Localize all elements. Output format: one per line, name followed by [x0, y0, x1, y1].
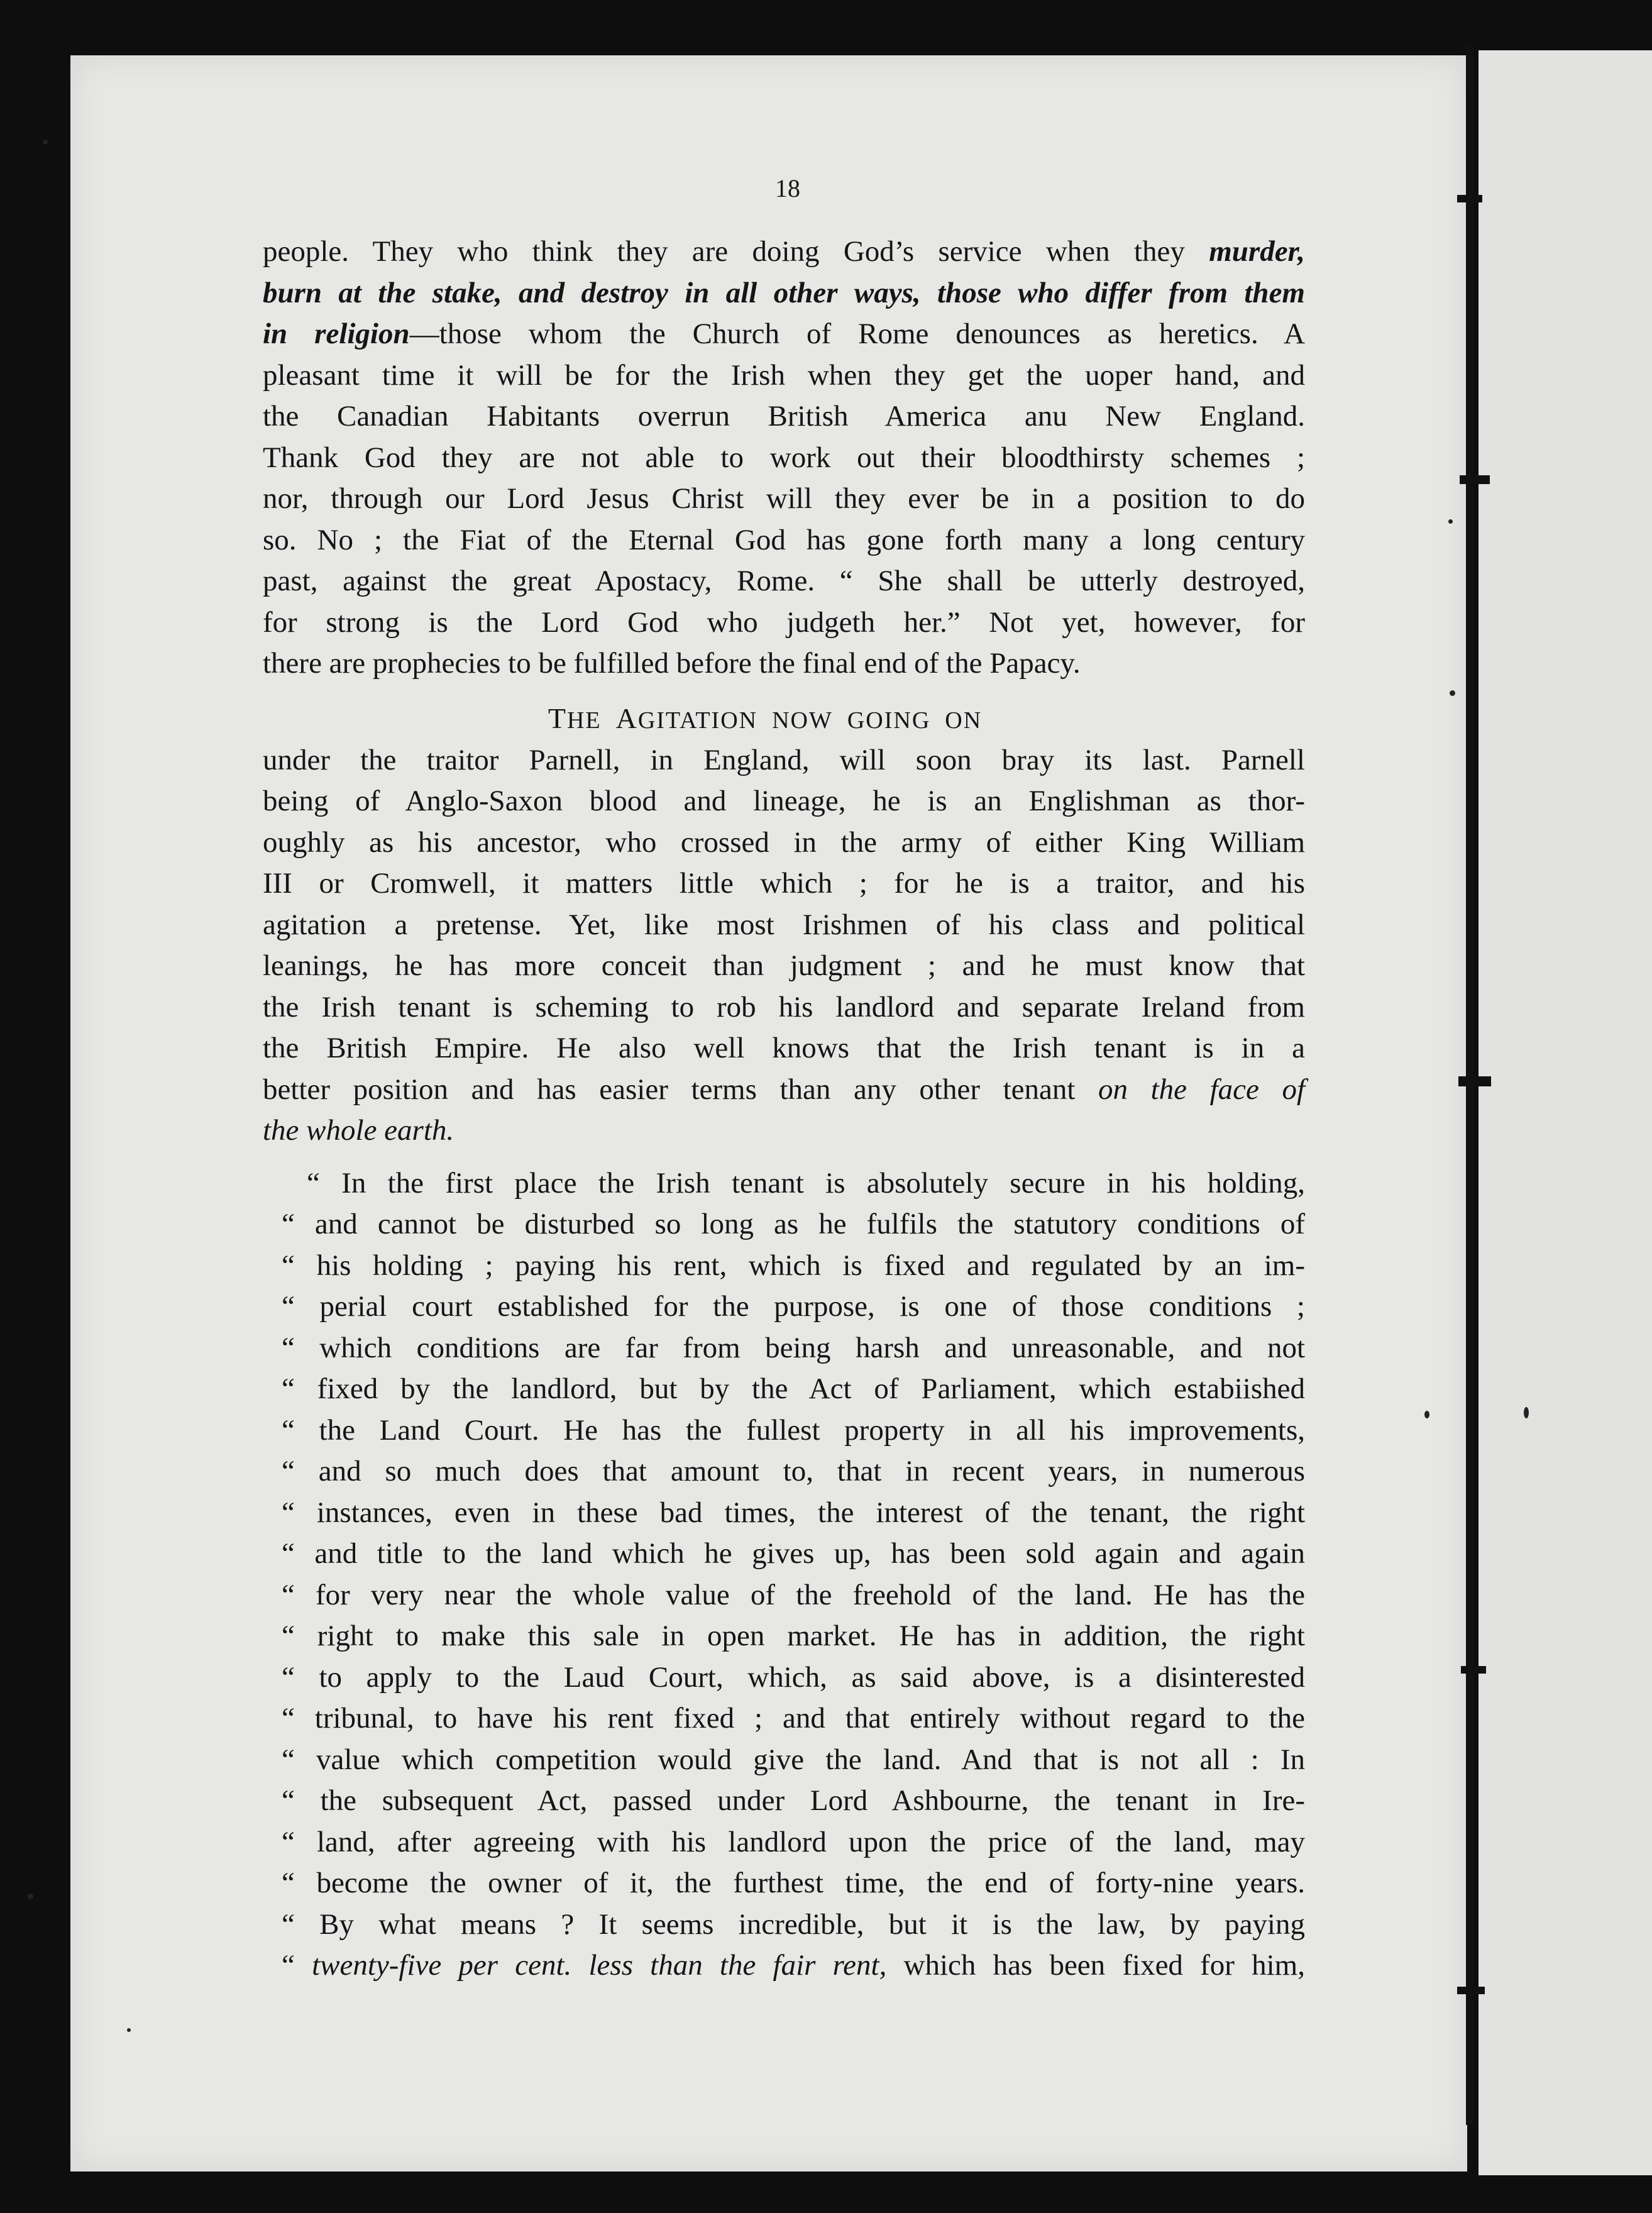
text-run: “ his holding ; paying his rent, which is fixed and regulated by an im- [282, 1249, 1305, 1282]
text-run: “ right to make this sale in open market. He has in addition, the right [282, 1620, 1305, 1652]
text-line [263, 1069, 1305, 1111]
text-run: III or Cromwell, it matters little which ; for he is a traitor, and his [263, 867, 1305, 900]
text-run: “ and title to the land which he gives up, has been sold again and again [282, 1537, 1305, 1570]
text-line [263, 438, 1305, 479]
binding-stitch-mark [1457, 195, 1482, 202]
text-line [263, 905, 1305, 946]
text-line [263, 396, 1305, 438]
paragraph-continuation [263, 231, 1305, 685]
heading-initial: T [548, 702, 567, 734]
text-line [263, 1533, 1305, 1575]
italic-text: in religion [263, 317, 410, 350]
text-line [263, 1904, 1305, 1946]
scan-speck [1448, 519, 1453, 524]
text-run: “ [282, 1949, 312, 1982]
text-run: better position and has easier terms than any other tenant [263, 1073, 1098, 1106]
text-run: “ the subsequent Act, passed under Lord Ashbourne, the tenant in Ire- [282, 1784, 1305, 1817]
text-run: leanings, he has more conceit than judgment ; and he must know that [263, 949, 1305, 982]
text-line [263, 1410, 1305, 1452]
text-line [263, 1028, 1305, 1069]
text-run: “ land, after agreeing with his landlord upon the price of the land, may [282, 1825, 1305, 1858]
text-run: under the traitor Parnell, in England, will soon bray its last. Parnell [263, 743, 1305, 776]
binding-stitch-mark [1458, 1076, 1491, 1086]
heading-word [945, 707, 982, 734]
text-run: which has been fixed for him, [886, 1949, 1305, 1982]
text-line [263, 561, 1305, 602]
binding-stitch-mark [1457, 1987, 1485, 1994]
text-line [263, 822, 1305, 864]
text-line [263, 314, 1305, 355]
text-run: “ fixed by the landlord, but by the Act of Parliament, which estabiished [282, 1372, 1305, 1405]
text-run: the Irish tenant is scheming to rob his landlord and separate Ireland from [263, 990, 1305, 1024]
heading-word [847, 707, 930, 734]
text-run: there are prophecies to be fulfilled before the final end of the Papacy. [263, 647, 1081, 680]
text-run: for strong is the Lord God who judgeth her.” Not yet, however, for [263, 605, 1305, 639]
scan-speck [127, 2028, 131, 2032]
text-run: pleasant time it will be for the Irish when they get the uoper hand, and [263, 358, 1305, 392]
text-line [263, 1863, 1305, 1904]
text-line [263, 1245, 1305, 1287]
text-run: “ In the first place the Irish tenant is absolutely secure in his holding, [307, 1166, 1305, 1200]
binding-stitch-mark [1460, 475, 1490, 484]
text-line [263, 1451, 1305, 1493]
text-line [263, 1657, 1305, 1699]
italic-text: burn at the stake, and destroy in all other ways, those who differ from them [263, 276, 1305, 309]
text-line [263, 1780, 1305, 1822]
text-line [263, 478, 1305, 520]
heading-initial: A [615, 702, 638, 734]
text-line [263, 1740, 1305, 1781]
text-run: the British Empire. He also well knows that the Irish tenant is in a [263, 1032, 1305, 1064]
text-run: “ and so much does that amount to, that in recent years, in numerous [282, 1455, 1305, 1487]
text-line [263, 1698, 1305, 1740]
text-line [263, 1328, 1305, 1369]
text-line [263, 987, 1305, 1029]
text-run: Thank God they are not able to work out their bloodthirsty schemes ; [263, 441, 1305, 474]
text-run: “ perial court established for the purpose, is one of those conditions ; [282, 1290, 1305, 1323]
text-line [263, 863, 1305, 905]
scan-speck [1450, 690, 1455, 696]
text-line [263, 231, 1305, 273]
text-run: “ the Land Court. He has the fullest property in all his improvements, [282, 1413, 1305, 1447]
text-line [263, 1163, 1305, 1205]
heading-small-caps: NOW [772, 707, 833, 734]
scan-speck [43, 140, 48, 145]
text-line [263, 740, 1305, 781]
quoted-passage [263, 1163, 1305, 1987]
italic-text: murder, [1209, 235, 1305, 268]
text-run: “ instances, even in these bad times, the interest of the tenant, the right [282, 1496, 1305, 1529]
heading-small-caps: ON [945, 707, 983, 734]
text-run: “ for very near the whole value of the freehold of the land. He has the [282, 1578, 1305, 1611]
heading-word [772, 707, 833, 734]
text-run: “ which conditions are far from being harsh and unreasonable, and not [282, 1331, 1305, 1364]
paragraph-agitation [263, 740, 1305, 1152]
text-line [263, 643, 1305, 685]
text-run: people. They who think they are doing God’s service when they [263, 235, 1209, 268]
scan-speck [1524, 1407, 1529, 1418]
text-run: nor, through our Lord Jesus Christ will they ever be in a position to do [263, 482, 1305, 515]
text-line [263, 1575, 1305, 1616]
text-line [263, 520, 1305, 561]
scan-speck [28, 1894, 33, 1899]
page-number: 18 [775, 174, 800, 202]
text-line [263, 602, 1305, 644]
text-run: “ and cannot be disturbed so long as he fulfils the statutory conditions of [282, 1208, 1305, 1240]
text-line [263, 781, 1305, 822]
italic-text: the whole earth. [263, 1114, 454, 1147]
text-run: so. No ; the Fiat of the Eternal God has gone forth many a long century [263, 523, 1305, 556]
text-run: —those whom the Church of Rome denounces as heretics. A [409, 317, 1306, 350]
italic-text: twenty-five per cent. less than the fair rent, [312, 1949, 887, 1982]
heading-small-caps: GOING [847, 707, 931, 734]
text-run: agitation a pretense. Yet, like most Irishmen of his class and political [263, 908, 1305, 941]
text-run: “ By what means ? It seems incredible, but it is the law, by paying [282, 1907, 1305, 1941]
text-line [263, 1822, 1305, 1863]
text-run: “ become the owner of it, the furthest time, the end of forty-nine years. [282, 1867, 1305, 1899]
text-run: “ value which competition would give the land. And that is not all : In [282, 1743, 1305, 1776]
text-line [263, 1110, 1305, 1152]
text-run: past, against the great Apostacy, Rome. “ She shall be utterly destroyed, [263, 565, 1305, 597]
text-line [263, 1286, 1305, 1328]
text-run: the Canadian Habitants overrun British America anu New England. [263, 400, 1305, 433]
heading-word [548, 702, 602, 734]
text-line [263, 1204, 1305, 1245]
text-line [263, 946, 1305, 987]
text-line [263, 1493, 1305, 1534]
text-line [263, 1369, 1305, 1410]
heading-word [615, 702, 758, 734]
scan-speck [1424, 1411, 1429, 1418]
section-heading [263, 700, 1305, 737]
italic-text: on the face of [1098, 1073, 1306, 1106]
binding-stitch-mark [1461, 1666, 1486, 1674]
text-run: “ to apply to the Laud Court, which, as said above, is a disinterested [282, 1660, 1305, 1694]
text-run: oughly as his ancestor, who crossed in the army of either King William [263, 825, 1305, 859]
heading-small-caps: GITATION [637, 707, 758, 734]
heading-small-caps: HE [566, 707, 602, 734]
text-line [263, 1616, 1305, 1657]
text-line [263, 355, 1305, 397]
facing-page-edge [1479, 50, 1652, 2175]
text-line [263, 1945, 1305, 1987]
text-run: being of Anglo-Saxon blood and lineage, he is an Englishman as thor- [263, 785, 1305, 817]
page-text [263, 176, 1305, 1987]
text-line [263, 273, 1305, 314]
text-run: “ tribunal, to have his rent fixed ; and that entirely without regard to the [282, 1702, 1305, 1735]
